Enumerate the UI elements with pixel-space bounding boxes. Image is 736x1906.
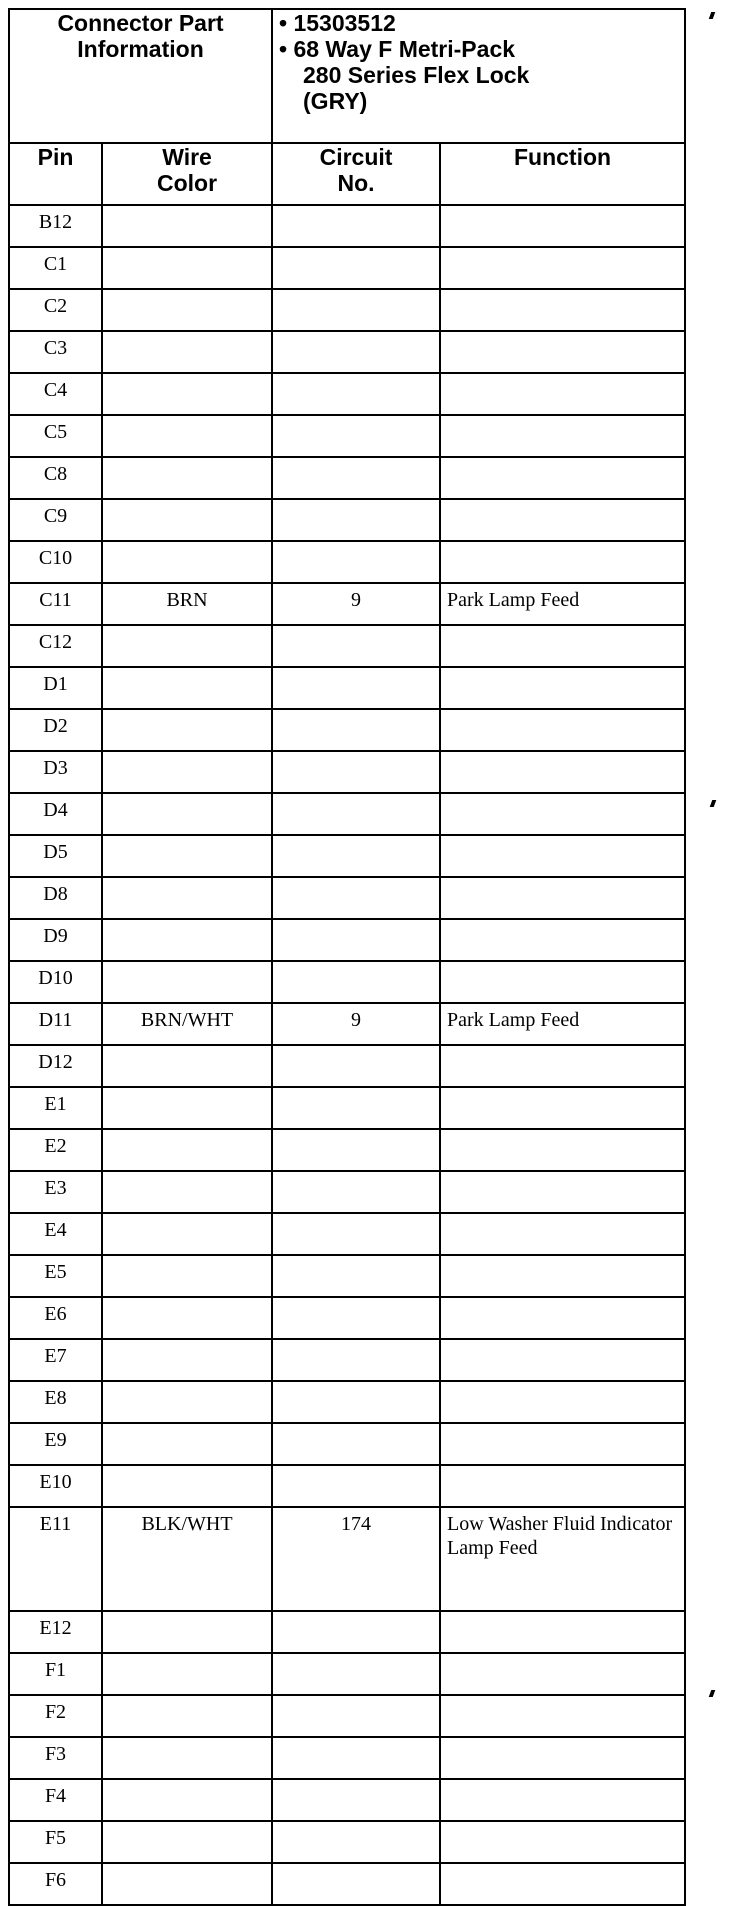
pin-cell: F2 bbox=[9, 1695, 102, 1737]
circuit-number-cell bbox=[272, 961, 440, 1003]
circuit-number-cell: 9 bbox=[272, 1003, 440, 1045]
pin-cell: D5 bbox=[9, 835, 102, 877]
pin-cell: B12 bbox=[9, 205, 102, 247]
table-row bbox=[9, 667, 685, 709]
circuit-number-cell bbox=[272, 415, 440, 457]
wire-color-cell bbox=[102, 1737, 272, 1779]
pin-cell: D12 bbox=[9, 1045, 102, 1087]
wire-color-cell bbox=[102, 1045, 272, 1087]
wire-color-cell: BLK/WHT bbox=[102, 1507, 272, 1611]
column-header-row bbox=[9, 143, 685, 205]
circuit-number-cell bbox=[272, 625, 440, 667]
pin-cell: D8 bbox=[9, 877, 102, 919]
wire-color-cell: BRN/WHT bbox=[102, 1003, 272, 1045]
connector-description: • 68 Way F Metri-Pack bbox=[279, 36, 516, 62]
function-cell bbox=[440, 1611, 685, 1653]
pin-cell: E10 bbox=[9, 1465, 102, 1507]
wire-color-cell bbox=[102, 1381, 272, 1423]
function-cell bbox=[440, 541, 685, 583]
table-row bbox=[9, 793, 685, 835]
table-row bbox=[9, 751, 685, 793]
connector-series: 280 Series Flex Lock bbox=[303, 62, 530, 88]
pin-cell: E6 bbox=[9, 1297, 102, 1339]
table-row bbox=[9, 415, 685, 457]
circuit-number-cell bbox=[272, 1737, 440, 1779]
pin-cell: C1 bbox=[9, 247, 102, 289]
circuit-number-cell bbox=[272, 1381, 440, 1423]
table-row bbox=[9, 583, 685, 625]
circuit-number-cell bbox=[272, 541, 440, 583]
table-row bbox=[9, 205, 685, 247]
connector-info-row bbox=[9, 9, 685, 143]
circuit-number-cell bbox=[272, 247, 440, 289]
table-row bbox=[9, 625, 685, 667]
table-row bbox=[9, 247, 685, 289]
circuit-number-cell bbox=[272, 1423, 440, 1465]
circuit-number-cell bbox=[272, 1779, 440, 1821]
pin-cell: C3 bbox=[9, 331, 102, 373]
wire-color-cell bbox=[102, 499, 272, 541]
function-cell bbox=[440, 877, 685, 919]
function-cell bbox=[440, 1381, 685, 1423]
function-cell bbox=[440, 793, 685, 835]
pin-cell: C5 bbox=[9, 415, 102, 457]
circuit-number-cell bbox=[272, 667, 440, 709]
wire-color-cell bbox=[102, 877, 272, 919]
pin-cell: E7 bbox=[9, 1339, 102, 1381]
table-row bbox=[9, 1695, 685, 1737]
connector-label-line1: Connector Part bbox=[57, 10, 224, 36]
table-row bbox=[9, 1465, 685, 1507]
wire-color-cell bbox=[102, 1087, 272, 1129]
table-row bbox=[9, 1821, 685, 1863]
wire-color-cell bbox=[102, 247, 272, 289]
function-cell bbox=[440, 1821, 685, 1863]
function-cell bbox=[440, 625, 685, 667]
wire-color-cell bbox=[102, 541, 272, 583]
pin-cell: D3 bbox=[9, 751, 102, 793]
wire-color-cell bbox=[102, 289, 272, 331]
pin-cell: F1 bbox=[9, 1653, 102, 1695]
function-cell bbox=[440, 1129, 685, 1171]
table-row bbox=[9, 1653, 685, 1695]
circuit-number-cell bbox=[272, 205, 440, 247]
circuit-number-cell bbox=[272, 1213, 440, 1255]
table-row bbox=[9, 1339, 685, 1381]
wire-color-cell bbox=[102, 1423, 272, 1465]
function-cell bbox=[440, 709, 685, 751]
wire-color-cell bbox=[102, 1339, 272, 1381]
function-cell bbox=[440, 1171, 685, 1213]
function-cell bbox=[440, 835, 685, 877]
wire-color-cell bbox=[102, 457, 272, 499]
wire-color-cell bbox=[102, 1821, 272, 1863]
circuit-number-cell bbox=[272, 1171, 440, 1213]
circuit-number-cell bbox=[272, 793, 440, 835]
function-cell bbox=[440, 415, 685, 457]
function-cell bbox=[440, 331, 685, 373]
wire-color-cell bbox=[102, 1171, 272, 1213]
pin-cell: C9 bbox=[9, 499, 102, 541]
pin-cell: F3 bbox=[9, 1737, 102, 1779]
connector-sheet bbox=[8, 8, 684, 1906]
wire-color-cell bbox=[102, 961, 272, 1003]
pin-cell: D1 bbox=[9, 667, 102, 709]
wire-color-cell bbox=[102, 793, 272, 835]
function-cell bbox=[440, 919, 685, 961]
table-row bbox=[9, 1255, 685, 1297]
table-row bbox=[9, 709, 685, 751]
function-cell bbox=[440, 1737, 685, 1779]
pin-cell: F4 bbox=[9, 1779, 102, 1821]
pin-cell: E1 bbox=[9, 1087, 102, 1129]
function-cell bbox=[440, 373, 685, 415]
table-row bbox=[9, 1507, 685, 1611]
pin-cell: D11 bbox=[9, 1003, 102, 1045]
table-row bbox=[9, 289, 685, 331]
table-row bbox=[9, 1045, 685, 1087]
wire-color-cell: BRN bbox=[102, 583, 272, 625]
wire-color-cell bbox=[102, 1695, 272, 1737]
function-cell bbox=[440, 1653, 685, 1695]
table-row bbox=[9, 1423, 685, 1465]
wire-color-cell bbox=[102, 667, 272, 709]
wire-color-cell bbox=[102, 751, 272, 793]
circuit-number-cell bbox=[272, 1695, 440, 1737]
wire-color-cell bbox=[102, 1213, 272, 1255]
wire-color-cell bbox=[102, 331, 272, 373]
table-row bbox=[9, 1003, 685, 1045]
function-cell bbox=[440, 457, 685, 499]
wire-color-cell bbox=[102, 1611, 272, 1653]
pin-cell: E5 bbox=[9, 1255, 102, 1297]
wire-color-cell bbox=[102, 1129, 272, 1171]
circuit-number-cell bbox=[272, 1087, 440, 1129]
table-row bbox=[9, 541, 685, 583]
circuit-number-cell bbox=[272, 1863, 440, 1905]
table-row bbox=[9, 1297, 685, 1339]
function-cell bbox=[440, 1339, 685, 1381]
circuit-number-cell: 9 bbox=[272, 583, 440, 625]
wire-color-cell bbox=[102, 373, 272, 415]
circuit-number-cell bbox=[272, 499, 440, 541]
pin-cell: D2 bbox=[9, 709, 102, 751]
pin-cell: D4 bbox=[9, 793, 102, 835]
wire-color-cell bbox=[102, 1779, 272, 1821]
function-cell bbox=[440, 667, 685, 709]
pin-cell: C12 bbox=[9, 625, 102, 667]
pin-cell: F5 bbox=[9, 1821, 102, 1863]
connector-label-line2: Information bbox=[77, 36, 204, 62]
function-cell bbox=[440, 1423, 685, 1465]
circuit-number-cell bbox=[272, 919, 440, 961]
pin-cell: D10 bbox=[9, 961, 102, 1003]
part-number: • 15303512 bbox=[279, 10, 396, 36]
wire-color-cell bbox=[102, 1653, 272, 1695]
wire-color-cell bbox=[102, 205, 272, 247]
table-row bbox=[9, 919, 685, 961]
pin-cell: E2 bbox=[9, 1129, 102, 1171]
pin-header: Pin bbox=[9, 143, 102, 205]
circuit-number-cell bbox=[272, 1611, 440, 1653]
table-row bbox=[9, 373, 685, 415]
function-cell bbox=[440, 1779, 685, 1821]
function-cell bbox=[440, 1465, 685, 1507]
circuit-number-header: Circuit No. bbox=[272, 143, 440, 205]
pin-cell: C4 bbox=[9, 373, 102, 415]
circuit-number-cell bbox=[272, 877, 440, 919]
pin-cell: F6 bbox=[9, 1863, 102, 1905]
pin-cell: E11 bbox=[9, 1507, 102, 1611]
wire-color-cell bbox=[102, 835, 272, 877]
table-row bbox=[9, 331, 685, 373]
table-row bbox=[9, 457, 685, 499]
circuit-number-cell bbox=[272, 1339, 440, 1381]
table-row bbox=[9, 1863, 685, 1905]
circuit-number-cell bbox=[272, 1297, 440, 1339]
circuit-number-cell bbox=[272, 1255, 440, 1297]
circuit-number-cell bbox=[272, 709, 440, 751]
wire-color-cell bbox=[102, 709, 272, 751]
pin-cell: C10 bbox=[9, 541, 102, 583]
circuit-number-cell bbox=[272, 331, 440, 373]
pin-cell: E8 bbox=[9, 1381, 102, 1423]
wire-color-cell bbox=[102, 1863, 272, 1905]
circuit-number-cell bbox=[272, 835, 440, 877]
table-row bbox=[9, 1171, 685, 1213]
function-cell bbox=[440, 1255, 685, 1297]
function-cell bbox=[440, 1863, 685, 1905]
pin-cell: C11 bbox=[9, 583, 102, 625]
function-cell bbox=[440, 1213, 685, 1255]
pin-cell: D9 bbox=[9, 919, 102, 961]
wire-color-header: Wire Color bbox=[102, 143, 272, 205]
circuit-number-cell bbox=[272, 289, 440, 331]
pin-cell: C8 bbox=[9, 457, 102, 499]
circuit-number-cell bbox=[272, 1045, 440, 1087]
circuit-number-cell bbox=[272, 751, 440, 793]
function-cell bbox=[440, 1695, 685, 1737]
function-cell bbox=[440, 961, 685, 1003]
pin-cell: E12 bbox=[9, 1611, 102, 1653]
wire-color-cell bbox=[102, 1465, 272, 1507]
function-cell bbox=[440, 751, 685, 793]
table-row bbox=[9, 961, 685, 1003]
function-cell bbox=[440, 1087, 685, 1129]
table-row bbox=[9, 1129, 685, 1171]
table-row bbox=[9, 877, 685, 919]
table-row bbox=[9, 1381, 685, 1423]
circuit-number-cell bbox=[272, 1653, 440, 1695]
table-row bbox=[9, 499, 685, 541]
connector-color: (GRY) bbox=[303, 88, 368, 114]
wire-color-cell bbox=[102, 1255, 272, 1297]
connector-table bbox=[8, 8, 686, 1906]
function-cell bbox=[440, 289, 685, 331]
pin-cell: E4 bbox=[9, 1213, 102, 1255]
function-cell: Park Lamp Feed bbox=[440, 1003, 685, 1045]
pin-cell: E9 bbox=[9, 1423, 102, 1465]
table-row bbox=[9, 1213, 685, 1255]
function-cell bbox=[440, 205, 685, 247]
connector-part-info bbox=[272, 9, 685, 143]
wire-color-cell bbox=[102, 625, 272, 667]
table-row bbox=[9, 1611, 685, 1653]
pin-cell: E3 bbox=[9, 1171, 102, 1213]
function-header: Function bbox=[440, 143, 685, 205]
circuit-number-cell bbox=[272, 1465, 440, 1507]
function-cell bbox=[440, 1297, 685, 1339]
function-cell: Park Lamp Feed bbox=[440, 583, 685, 625]
circuit-number-cell: 174 bbox=[272, 1507, 440, 1611]
table-row bbox=[9, 1779, 685, 1821]
circuit-number-cell bbox=[272, 1821, 440, 1863]
table-row bbox=[9, 1087, 685, 1129]
connector-part-label bbox=[9, 9, 272, 143]
table-row bbox=[9, 1737, 685, 1779]
function-cell bbox=[440, 247, 685, 289]
pin-cell: C2 bbox=[9, 289, 102, 331]
circuit-number-cell bbox=[272, 457, 440, 499]
wire-color-cell bbox=[102, 919, 272, 961]
circuit-number-cell bbox=[272, 373, 440, 415]
wire-color-cell bbox=[102, 415, 272, 457]
circuit-number-cell bbox=[272, 1129, 440, 1171]
function-cell: Low Washer Fluid Indicator Lamp Feed bbox=[440, 1507, 685, 1611]
function-cell bbox=[440, 499, 685, 541]
table-row bbox=[9, 835, 685, 877]
function-cell bbox=[440, 1045, 685, 1087]
wire-color-cell bbox=[102, 1297, 272, 1339]
